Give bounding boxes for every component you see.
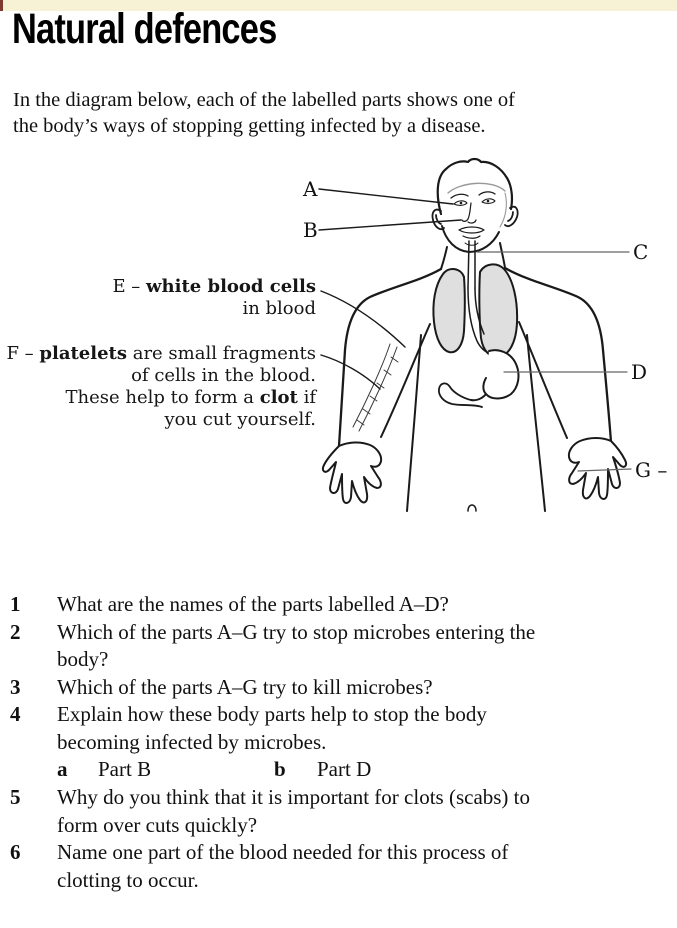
pointer-line-f <box>321 355 380 389</box>
intro-line-1: In the diagram below, each of the labelled parts shows one of <box>13 89 515 111</box>
label-f-platelets <box>6 343 316 431</box>
page-title: Natural defences <box>12 5 277 53</box>
label-f-prefix: F – <box>6 343 40 364</box>
hairline <box>448 183 505 193</box>
belly-button <box>468 505 476 511</box>
stomach <box>471 350 518 400</box>
subpart-a-text: Part B <box>98 757 152 781</box>
nose <box>462 203 476 223</box>
question-4-subparts <box>10 756 672 784</box>
label-letter-b: B <box>303 218 318 242</box>
label-f-line3-pre: These help to form a <box>65 387 260 408</box>
mouth <box>459 227 484 238</box>
intestine <box>439 383 482 407</box>
intro-paragraph <box>13 87 515 139</box>
label-letter-g: G – <box>635 458 668 482</box>
jaw-outline <box>442 226 499 252</box>
label-e-white-blood-cells <box>112 276 316 320</box>
question-6-text <box>57 839 508 894</box>
label-f-line3-post: if <box>297 387 316 408</box>
question-2-line-1: Which of the parts A–G try to stop microbes entering the <box>57 619 536 644</box>
question-4-line-2: becoming infected by microbes. <box>57 729 327 754</box>
subpart-b-letter: b <box>274 757 286 781</box>
label-letter-a: A <box>303 177 318 201</box>
label-e-line-2: in blood <box>242 298 316 319</box>
question-3 <box>10 674 672 702</box>
question-5-line-2: form over cuts quickly? <box>57 812 258 837</box>
label-f-clot-bold: clot <box>259 387 298 408</box>
label-e-bold-text: white blood cells <box>146 276 316 297</box>
question-2-number: 2 <box>10 619 21 644</box>
label-f-line-2: of cells in the blood. <box>131 365 316 386</box>
label-letter-c: C <box>633 240 649 264</box>
question-5-text <box>57 784 530 839</box>
question-3-number: 3 <box>10 674 21 699</box>
cheek-contour <box>500 193 506 227</box>
question-2-line-2: body? <box>57 647 109 671</box>
question-5 <box>10 784 672 839</box>
trachea <box>468 241 475 288</box>
human-figure <box>323 159 626 511</box>
left-lung <box>433 269 464 352</box>
label-f-bold-text: platelets <box>39 343 127 364</box>
right-lung <box>479 264 517 357</box>
label-letter-d: D <box>631 360 648 384</box>
question-2-text <box>57 619 535 674</box>
question-6-line-1: Name one part of the blood needed for this process of <box>57 840 509 864</box>
question-6 <box>10 839 672 894</box>
right-hand <box>569 438 626 499</box>
question-1-line-1: What are the names of the parts labelled A–D? <box>57 592 449 616</box>
top-accent-bar-edge <box>0 0 3 11</box>
subpart-a-letter: a <box>57 757 68 781</box>
questions-list <box>10 591 672 894</box>
right-inner-arm <box>519 322 567 438</box>
label-e-prefix: E – <box>112 276 147 297</box>
head-outline <box>438 159 512 214</box>
left-hand <box>323 442 381 502</box>
body-diagram <box>0 155 677 520</box>
question-1-text <box>57 591 449 619</box>
subpart-b-text: Part D <box>317 757 372 781</box>
label-e-line-1 <box>112 276 316 298</box>
question-6-line-2: clotting to occur. <box>57 867 199 892</box>
right-pupil <box>487 200 490 203</box>
question-1-number: 1 <box>10 592 21 616</box>
chin-crease <box>465 243 478 245</box>
pointer-line-e <box>321 291 405 347</box>
question-2 <box>10 619 672 674</box>
label-f-line-4: you cut yourself. <box>164 409 316 430</box>
pointer-line-a <box>319 189 453 204</box>
label-f-line-3 <box>6 387 316 409</box>
question-5-number: 5 <box>10 785 21 809</box>
label-f-line-1 <box>6 343 316 365</box>
question-1 <box>10 591 672 619</box>
question-3-line-1: Which of the parts A–G try to kill microbes? <box>57 674 433 699</box>
question-6-number: 6 <box>10 840 21 864</box>
eyebrows <box>451 192 495 198</box>
question-4-text <box>57 701 487 756</box>
label-f-rest: are small fragments <box>126 343 316 364</box>
question-5-line-1: Why do you think that it is important for clots (scabs) to <box>57 785 531 809</box>
question-4-number: 4 <box>10 702 21 726</box>
left-pupil <box>460 202 463 205</box>
label-pointer-lines <box>319 189 631 471</box>
intro-line-2: the body’s ways of stopping getting infected by a disease. <box>13 115 486 137</box>
question-4-line-1: Explain how these body parts help to stop the body <box>57 702 487 726</box>
question-4 <box>10 701 672 756</box>
question-3-text <box>57 674 433 702</box>
left-inner-arm <box>381 324 430 437</box>
